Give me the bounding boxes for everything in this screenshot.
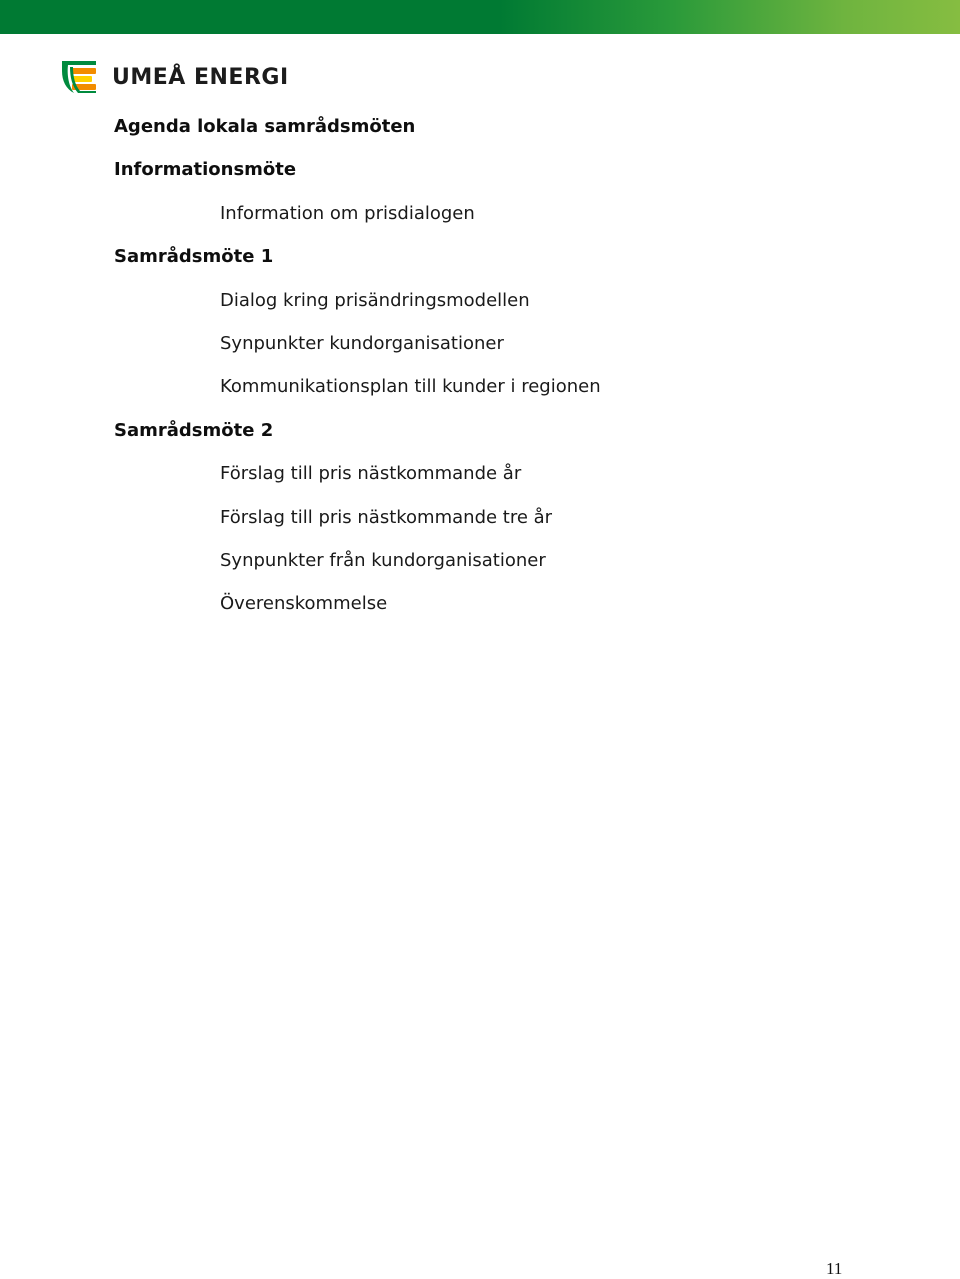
section-heading-samradsmote-1: Samrådsmöte 1 bbox=[114, 246, 274, 267]
section-heading-informationsmote: Informationsmöte bbox=[114, 159, 297, 180]
agenda-item: Förslag till pris nästkommande tre år bbox=[220, 507, 553, 528]
umea-energi-logo-icon bbox=[60, 59, 98, 95]
agenda-item: Information om prisdialogen bbox=[220, 203, 475, 224]
agenda-item: Dialog kring prisändringsmodellen bbox=[220, 290, 530, 311]
header-color-band bbox=[0, 0, 960, 34]
agenda-item: Kommunikationsplan till kunder i regionen bbox=[220, 376, 601, 397]
agenda-item: Förslag till pris nästkommande år bbox=[220, 463, 522, 484]
agenda-item: Överenskommelse bbox=[220, 593, 388, 614]
section-heading-samradsmote-2: Samrådsmöte 2 bbox=[114, 420, 274, 441]
umea-energi-logo bbox=[60, 58, 289, 96]
brand-name: UMEÅ ENERGI bbox=[112, 64, 289, 90]
agenda-item: Synpunkter kundorganisationer bbox=[220, 333, 504, 354]
document-title: Agenda lokala samrådsmöten bbox=[114, 116, 416, 137]
agenda-item: Synpunkter från kundorganisationer bbox=[220, 550, 546, 571]
page-number: 11 bbox=[826, 1259, 843, 1278]
